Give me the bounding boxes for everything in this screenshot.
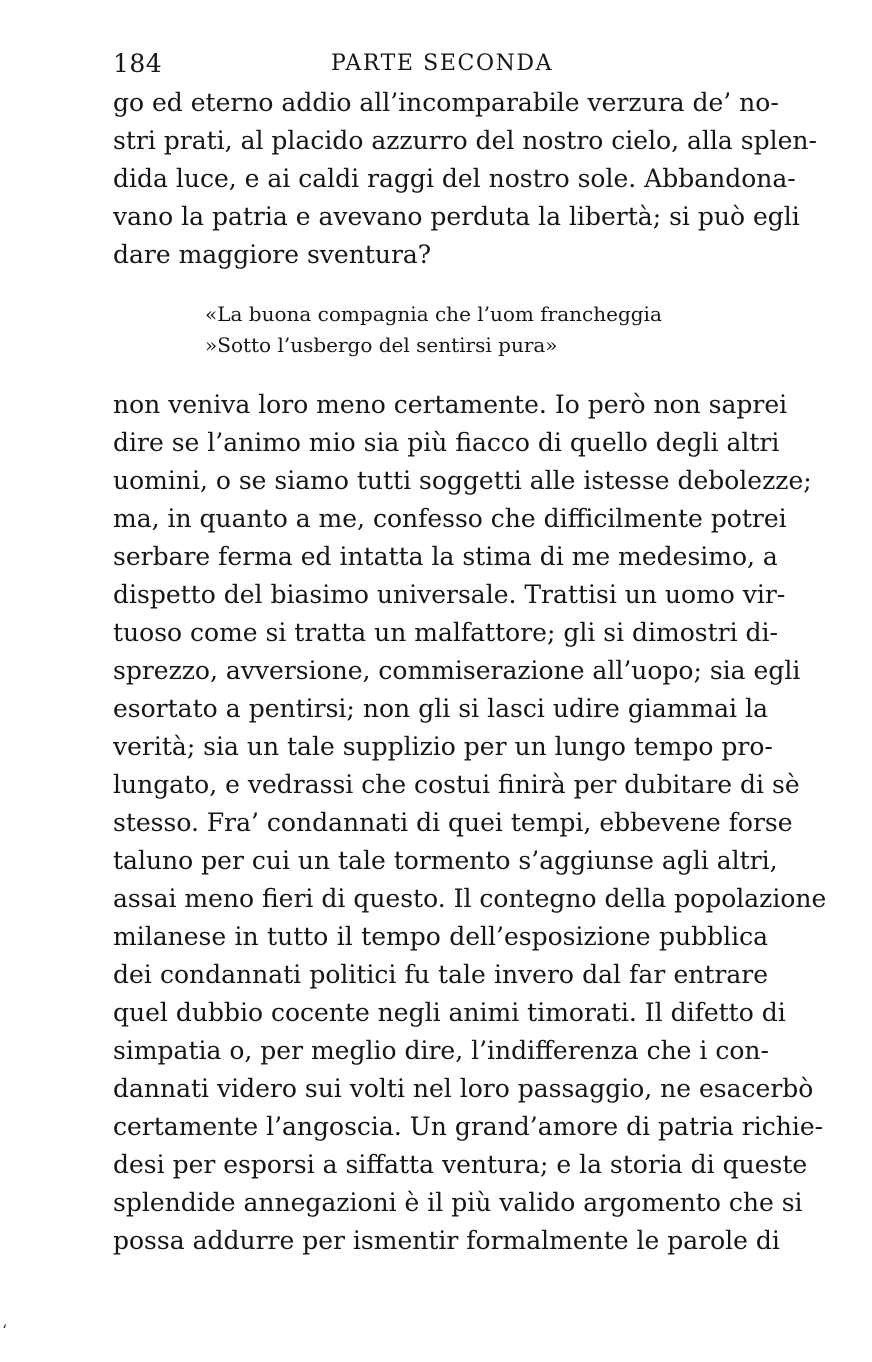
text-line: sprezzo, avversione, commiserazione all’uopo; sia egli: [113, 656, 801, 685]
text-line: stesso. Fra’ condannati di quei tempi, ebbevene forse: [113, 808, 793, 837]
text-line: dispetto del biasimo universale. Trattisi un uomo vir-: [113, 580, 786, 609]
text-line: go ed eterno addio all’incomparabile verzura de’ no-: [113, 88, 779, 117]
paragraph-2: [113, 386, 827, 1260]
text-line: ma, in quanto a me, confesso che difficilmente potrei: [113, 504, 787, 533]
text-line: serbare ferma ed intatta la stima di me medesimo, a: [113, 542, 778, 571]
text-line: vano la patria e avevano perduta la libertà; si può egli: [113, 202, 800, 231]
text-line: dei condannati politici fu tale invero dal far entrare: [113, 960, 768, 989]
text-line: certamente l’angoscia. Un grand’amore di patria richie-: [113, 1112, 824, 1141]
text-line: dire se l’animo mio sia più fiacco di quello degli altri: [113, 428, 780, 457]
quote-line: «La buona compagnia che l’uom francheggia: [205, 302, 662, 326]
running-header: [113, 46, 768, 82]
text-line: stri prati, al placido azzurro del nostro cielo, alla splen-: [113, 126, 817, 155]
text-line: verità; sia un tale supplizio per un lungo tempo pro-: [113, 732, 773, 761]
text-line: dida luce, e ai caldi raggi del nostro sole. Abbandona-: [113, 164, 796, 193]
page-number: 184: [113, 49, 163, 78]
text-line: splendide annegazioni è il più valido argomento che si: [113, 1188, 803, 1217]
text-line: uomini, o se siamo tutti soggetti alle istesse debolezze;: [113, 466, 812, 495]
text-line: tuoso come si tratta un malfattore; gli si dimostri di-: [113, 618, 779, 647]
text-line: dannati videro sui volti nel loro passaggio, ne esacerbò: [113, 1074, 814, 1103]
text-line: simpatia o, per meglio dire, l’indifferenza che i con-: [113, 1036, 769, 1065]
margin-mark: ʻ: [2, 1321, 8, 1340]
text-line: non veniva loro meno certamente. Io però non saprei: [113, 390, 788, 419]
text-line: taluno per cui un tale tormento s’aggiunse agli altri,: [113, 846, 778, 875]
verse-quotation: [205, 299, 725, 361]
text-line: desi per esporsi a siffatta ventura; e la storia di queste: [113, 1150, 808, 1179]
text-line: esortato a pentirsi; non gli si lasci udire giammai la: [113, 694, 768, 723]
text-line: dare maggiore sventura?: [113, 240, 432, 269]
text-line: quel dubbio cocente negli animi timorati. Il difetto di: [113, 998, 786, 1027]
text-line: milanese in tutto il tempo dell’esposizione pubblica: [113, 922, 768, 951]
running-title: PARTE SECONDA: [331, 51, 554, 76]
text-line: lungato, e vedrassi che costui finirà per dubitare di sè: [113, 770, 800, 799]
paragraph-1: [113, 84, 817, 274]
quote-line: »Sotto l’usbergo del sentirsi pura»: [205, 333, 558, 357]
text-line: possa addurre per ismentir formalmente le parole di: [113, 1226, 780, 1255]
text-line: assai meno fieri di questo. Il contegno della popolazione: [113, 884, 827, 913]
